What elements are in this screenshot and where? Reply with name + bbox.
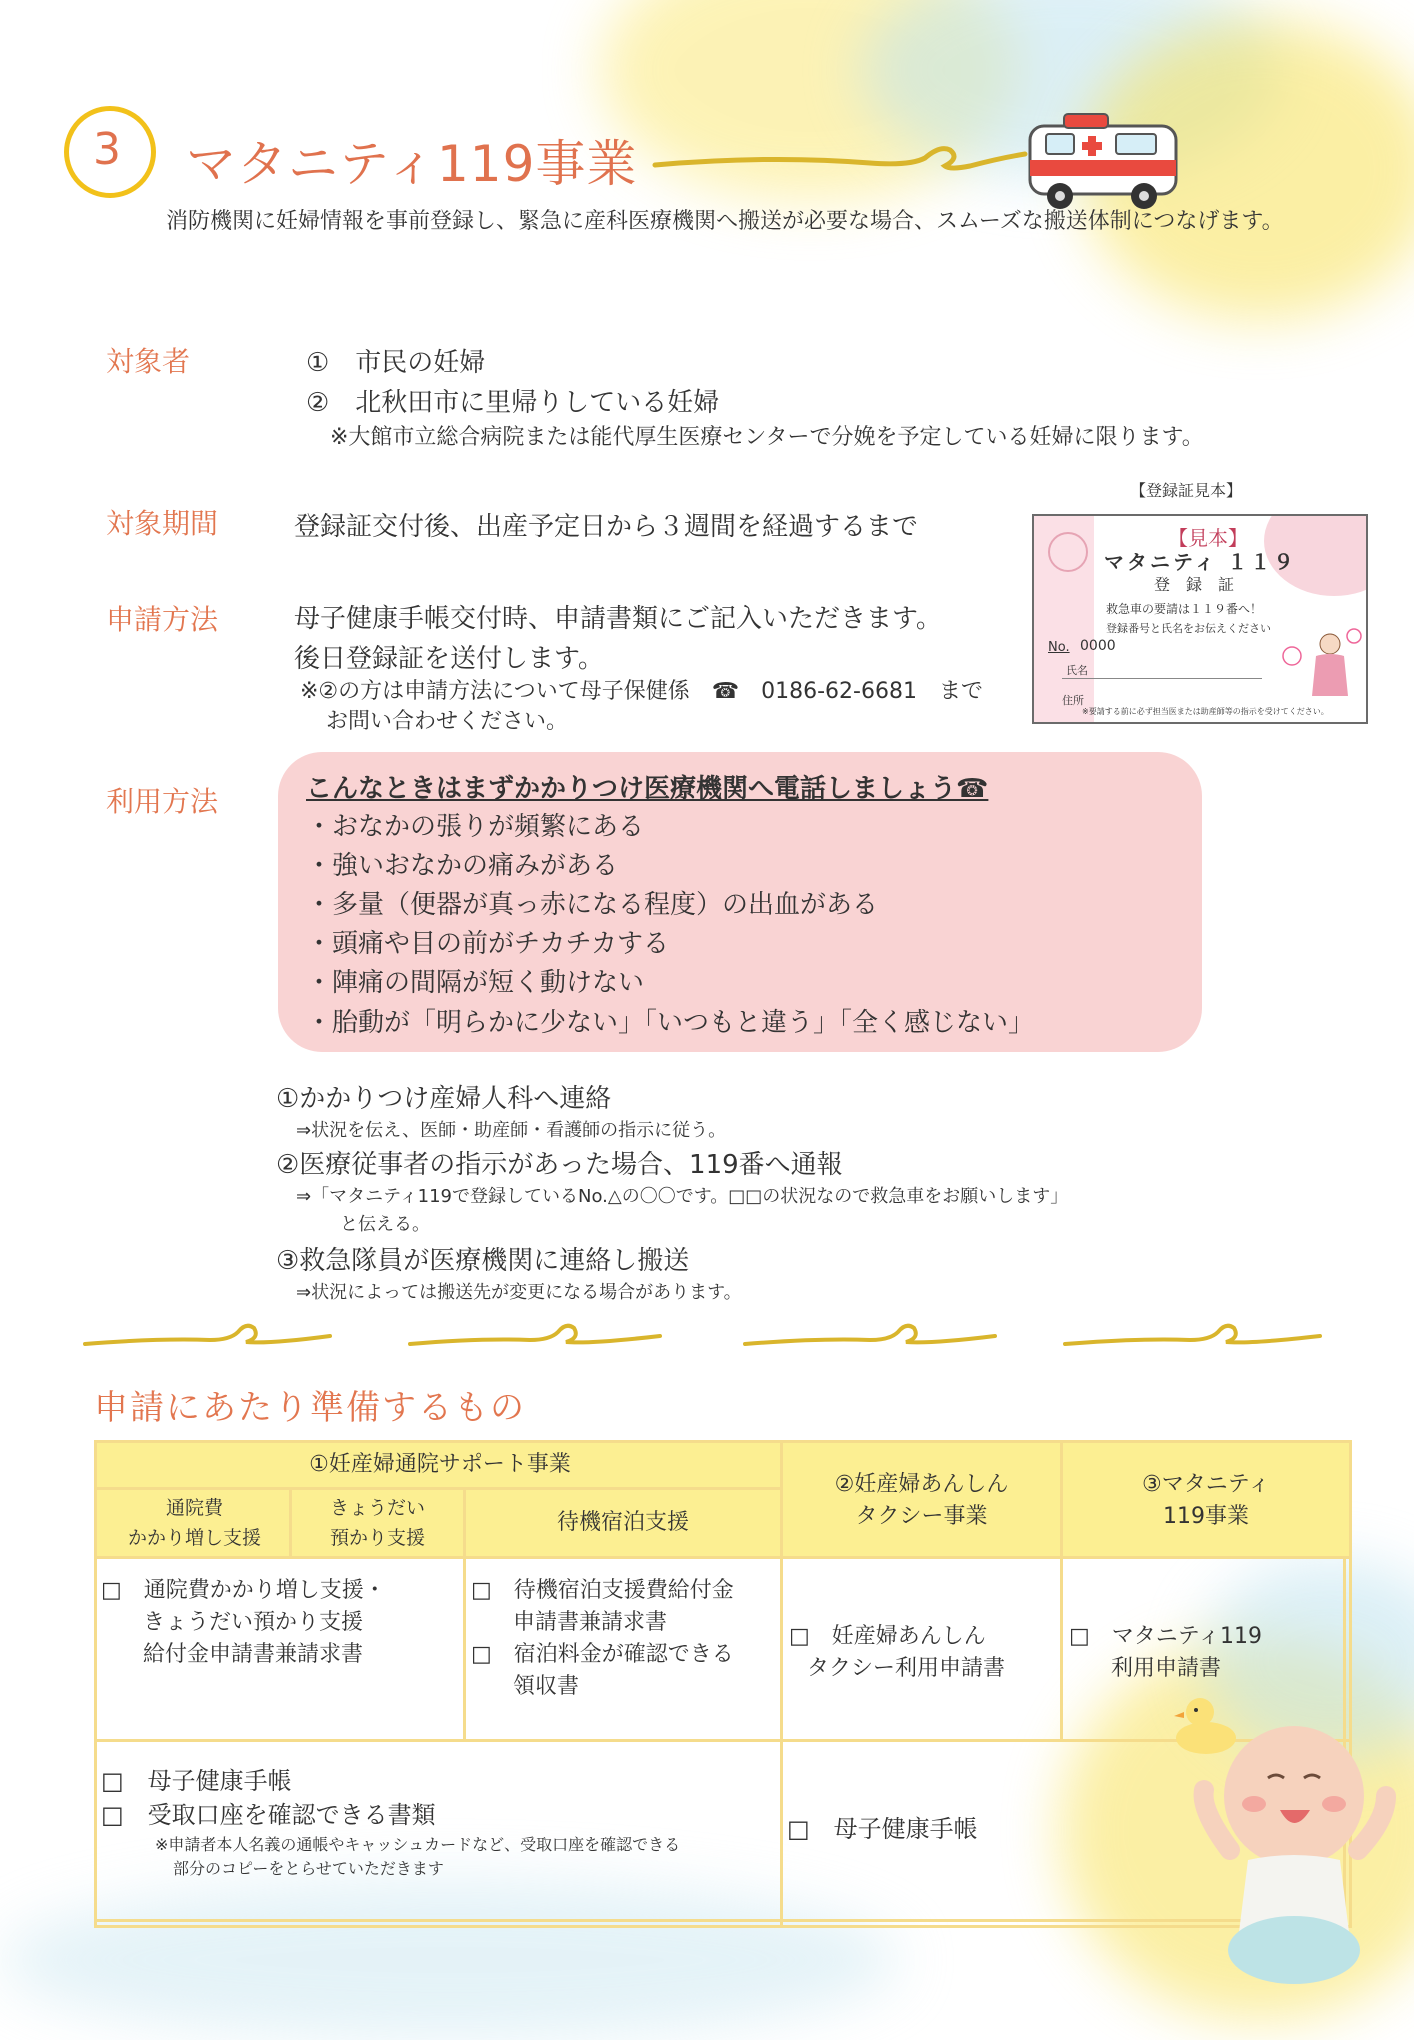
row1-stay-2: 申請書兼請求書 [513, 1610, 668, 1635]
header-maternity-2: 119事業 [1163, 1504, 1249, 1529]
card-footnote: ※要請する前に必ず担当医または助産師等の指示を受けてください。 [1082, 707, 1329, 716]
step-2-note-1: ⇒「マタニティ119で登録しているNo.△の〇〇です。□□の状況なので救急車をお願いします」 [296, 1186, 1069, 1207]
squiggle-decoration-title [650, 130, 1030, 190]
header-maternity-1: ③マタニティ [1142, 1472, 1270, 1497]
bubble-title: こんなときはまずかかりつけ医療機関へ電話しましょう☎ [306, 774, 989, 804]
bubble-item: ・おなかの張りが頻繁にある [306, 812, 645, 842]
baby-illustration-icon [1190, 1700, 1400, 2000]
page-title: マタニティ119事業 [186, 135, 638, 193]
maternity-badge-icon [1048, 532, 1088, 572]
row2-support-2: □ 受取口座を確認できる書類 [101, 1801, 436, 1829]
row1-transport-1: □ 通院費かかり増し支援・ [101, 1578, 386, 1603]
period-label: 対象期間 [106, 507, 219, 540]
header-taxi-1: ②妊産婦あんしん [834, 1472, 1009, 1497]
card-caption: 【登録証見本】 [1130, 481, 1243, 500]
step-1-note: ⇒状況を伝え、医師・助産師・看護師の指示に従う。 [296, 1120, 727, 1141]
subheader-sibling-1: きょうだい [329, 1497, 425, 1519]
bubble-item: ・胎動が「明らかに少ない」「いつもと違う」「全く感じない」 [306, 1008, 1035, 1038]
row2-support-note-2: 部分のコピーをとらせていただきます [173, 1859, 444, 1878]
subheader-stay: 待機宿泊支援 [556, 1510, 689, 1535]
prepare-table [94, 1440, 1346, 1922]
row1-maternity-2: 利用申請書 [1111, 1656, 1222, 1681]
row2-other-1: □ 母子健康手帳 [787, 1815, 978, 1843]
apply-line-2: 後日登録証を送付します。 [294, 644, 604, 674]
row1-transport-3: 給付金申請書兼請求書 [143, 1642, 364, 1667]
card-name-label: 氏名 [1066, 664, 1088, 677]
step-3-note: ⇒状況によっては搬送先が変更になる場合があります。 [296, 1282, 742, 1303]
card-line-2: 登録番号と氏名をお伝えください [1106, 622, 1271, 635]
squiggle-divider [80, 1310, 1340, 1370]
bubble-item: ・頭痛や目の前がチカチカする [306, 929, 669, 959]
step-2: ②医療従事者の指示があった場合、119番へ通報 [276, 1150, 843, 1180]
bubble-item: ・強いおなかの痛みがある [306, 851, 619, 881]
row1-stay-3: □ 宿泊料金が確認できる [471, 1642, 734, 1667]
card-sample-mark: 【見本】 [1168, 526, 1248, 550]
step-2-note-2: と伝える。 [340, 1214, 430, 1235]
target-note: ※大館市立総合病院または能代厚生医療センターで分娩を予定している妊婦に限ります。 [330, 425, 1204, 450]
card-title: マタニティ １１９ [1104, 550, 1297, 574]
row1-taxi-2: タクシー利用申請書 [807, 1656, 1006, 1681]
row1-stay-4: 領収書 [513, 1674, 580, 1699]
bubble-item: ・陣痛の間隔が短く動けない [306, 968, 645, 998]
row1-taxi-1: □ 妊産婦あんしん [789, 1624, 986, 1649]
section-number: 3 [93, 124, 121, 175]
card-line-1: 救急車の要請は１１９番へ！ [1106, 602, 1263, 616]
step-1: ①かかりつけ産婦人科へ連絡 [276, 1084, 612, 1114]
step-3: ③救急隊員が医療機関に連絡し搬送 [276, 1246, 690, 1276]
apply-line-1: 母子健康手帳交付時、申請書類にご記入いただきます。 [294, 604, 942, 634]
row2-support-1: □ 母子健康手帳 [101, 1767, 292, 1795]
mother-illustration-icon [1264, 626, 1364, 706]
intro-text: 消防機関に妊婦情報を事前登録し、緊急に産科医療機関へ搬送が必要な場合、スムーズな搬送体制につなげます。 [166, 209, 1284, 234]
row1-maternity-1: □ マタニティ119 [1069, 1624, 1263, 1649]
prepare-title: 申請にあたり準備するもの [94, 1388, 526, 1428]
registration-card-sample [1032, 514, 1368, 724]
row1-stay-1: □ 待機宿泊支援費給付金 [471, 1578, 734, 1603]
target-item-1: ① 市民の妊婦 [306, 348, 486, 378]
card-no-label: No. [1048, 640, 1070, 655]
header-taxi-2: タクシー事業 [855, 1504, 988, 1529]
period-text: 登録証交付後、出産予定日から３週間を経過するまで [294, 512, 919, 542]
ambulance-icon [1024, 108, 1184, 212]
apply-note-1: ※②の方は申請方法について母子保健係 ☎ 0186-62-6681 まで [300, 679, 983, 704]
row1-transport-2: きょうだい預かり支援 [143, 1610, 364, 1635]
target-label: 対象者 [106, 345, 191, 378]
usage-label: 利用方法 [106, 785, 219, 818]
subheader-sibling-2: 預かり支援 [329, 1527, 425, 1549]
target-item-2: ② 北秋田市に里帰りしている妊婦 [306, 388, 720, 418]
card-subtitle: 登 録 証 [1154, 575, 1235, 594]
card-no-value: 0000 [1080, 638, 1116, 654]
apply-label: 申請方法 [106, 603, 219, 636]
card-address-label: 住所 [1062, 694, 1084, 707]
table-header-support-label: ①妊産婦通院サポート事業 [309, 1452, 571, 1477]
bubble-item: ・多量（便器が真っ赤になる程度）の出血がある [306, 890, 879, 920]
row2-support-note-1: ※申請者本人名義の通帳やキャッシュカードなど、受取口座を確認できる [155, 1835, 681, 1854]
apply-note-2: お問い合わせください。 [326, 709, 569, 734]
card-name-line [1062, 678, 1262, 679]
subheader-transport-1: 通院費 [165, 1497, 223, 1519]
subheader-transport-2: かかり増し支援 [127, 1527, 261, 1549]
